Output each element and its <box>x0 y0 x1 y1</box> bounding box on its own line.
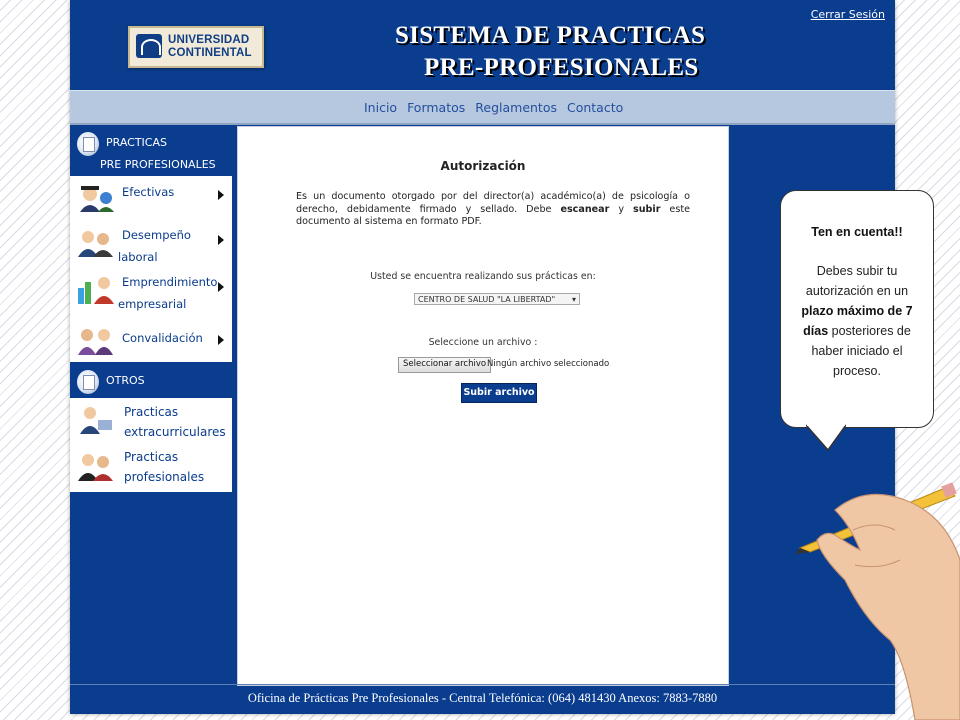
chevron-right-icon <box>218 235 224 245</box>
upload-button[interactable]: Subir archivo <box>461 383 537 403</box>
chevron-right-icon <box>218 335 224 345</box>
practicas-menu <box>70 176 232 362</box>
sidebar-item-label-2: extracurriculares <box>124 425 226 439</box>
sidebar-section-otros <box>70 362 232 398</box>
sidebar-item-efectivas[interactable] <box>70 176 232 221</box>
otros-menu <box>70 398 232 492</box>
sidebar-item-label: Practicas <box>124 405 179 419</box>
callout-text: Debes subir tu autorización en un <box>805 264 909 298</box>
page-title-line2: PRE-PROFESIONALES <box>424 54 699 81</box>
content-title: Autorización <box>440 159 526 173</box>
nav-formatos[interactable]: Formatos <box>407 100 466 115</box>
callout-bold: plazo máximo de 7 días <box>801 304 913 338</box>
footer-text: Oficina de Prácticas Pre Profesionales - Central Telefónica: (064) 481430 Anexos: 7883-7880 <box>247 691 718 705</box>
hand-with-pencil-image <box>795 470 960 720</box>
nav-reglamentos[interactable]: Reglamentos <box>475 100 557 115</box>
header <box>70 0 895 90</box>
callout-tail <box>806 424 846 452</box>
students-icon <box>76 404 116 434</box>
professionals-icon <box>76 451 116 481</box>
select-file-button[interactable]: Seleccionar archivo <box>398 357 491 373</box>
sidebar-item-label-2: empresarial <box>118 297 187 311</box>
chevron-right-icon <box>218 190 224 200</box>
chevron-right-icon <box>218 282 224 292</box>
graduate-icon <box>76 182 116 212</box>
callout-body <box>789 261 925 381</box>
sidebar-item-label-2: profesionales <box>124 470 205 484</box>
sidebar-item-profesionales[interactable] <box>70 445 232 492</box>
sidebar-item-label: Convalidación <box>122 331 203 345</box>
section-title-line1: OTROS <box>106 374 145 387</box>
nav-contacto[interactable]: Contacto <box>566 100 624 115</box>
desc-text: y <box>609 203 634 215</box>
sidebar-item-emprendimiento[interactable] <box>70 268 232 319</box>
page-title-line1: SISTEMA DE PRACTICAS <box>395 22 706 49</box>
practice-label: Usted se encuentra realizando sus prácticas en: <box>370 271 596 282</box>
document-icon <box>77 132 99 156</box>
desc-bold-scan: escanear <box>560 203 610 215</box>
section-title-line2: PRE PROFESIONALES <box>100 158 216 171</box>
sidebar-item-label-2: laboral <box>118 250 158 264</box>
logo-line1: UNIVERSIDAD <box>168 34 250 46</box>
callout-bubble <box>780 190 934 428</box>
sidebar-item-label: Desempeño <box>122 228 191 242</box>
callout-heading: Ten en cuenta!! <box>811 225 903 239</box>
content-description <box>296 191 690 229</box>
sidebar-item-extracurriculares[interactable] <box>70 398 232 445</box>
footer <box>70 684 895 715</box>
logo-line2: CONTINENTAL <box>168 47 252 59</box>
app-frame <box>70 0 895 714</box>
logo-mark-icon <box>136 34 162 58</box>
desc-bold-upload: subir <box>633 203 661 215</box>
main-content <box>237 126 729 686</box>
nav-inicio[interactable]: Inicio <box>364 100 398 115</box>
section-title-line1: PRACTICAS <box>106 136 167 149</box>
desc-text: Es un documento otorgado por del director(a) académico(a) de psicología o derecho, debidamente firmado y sellado. Debe <box>296 191 690 215</box>
sidebar-item-label: Efectivas <box>122 185 175 199</box>
practice-select[interactable] <box>414 293 580 305</box>
logout-link[interactable]: Cerrar Sesión <box>810 8 885 21</box>
sidebar-item-desempeno[interactable] <box>70 221 232 268</box>
handshake-icon <box>76 325 116 355</box>
callout-text: posteriores de haber iniciado el proceso. <box>811 324 911 378</box>
file-status: Ningún archivo seleccionado <box>487 359 610 369</box>
sidebar-item-label: Emprendimiento <box>122 275 218 289</box>
file-label: Seleccione un archivo : <box>428 337 538 348</box>
university-logo[interactable] <box>128 26 264 68</box>
sidebar-section-practicas <box>70 124 232 176</box>
document-icon <box>77 370 99 394</box>
team-icon <box>76 227 116 257</box>
sidebar-item-label: Practicas <box>124 450 179 464</box>
sidebar-item-convalidacion[interactable] <box>70 319 232 362</box>
business-growth-icon <box>76 274 116 304</box>
desc-text: este documento al sistema en formato PDF. <box>296 203 691 228</box>
practice-select-value: CENTRO DE SALUD "LA LIBERTAD" <box>418 295 556 304</box>
top-nav <box>70 90 895 125</box>
sidebar <box>70 124 232 492</box>
